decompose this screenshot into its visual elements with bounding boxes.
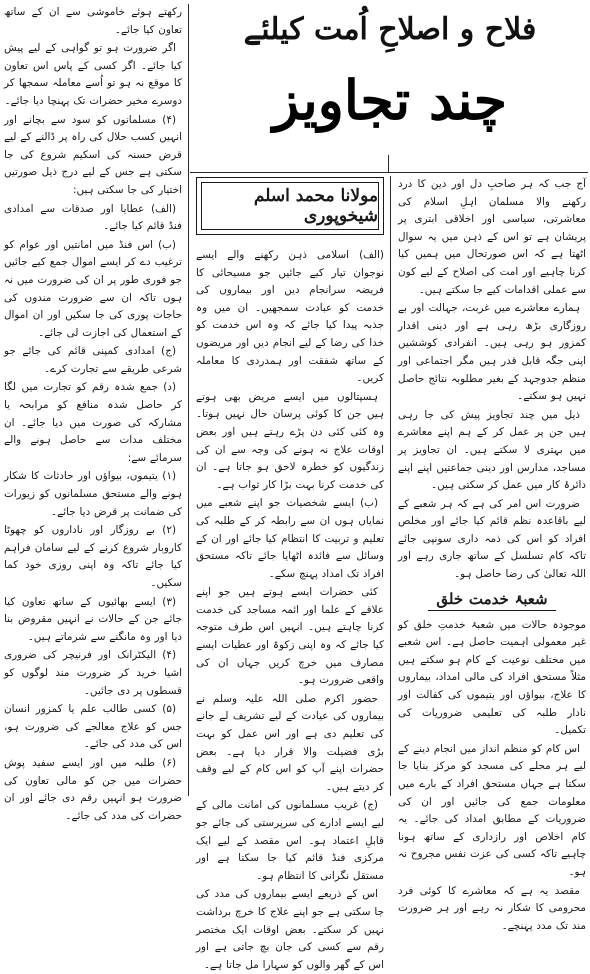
paragraph: (۱) یتیموں، بیواؤں اور حادثات کا شکار ہونے والے مستحق مسلمانوں کو زیورات کی ضمانت پر قرض دیا جائے۔ [4,470,182,518]
horizontal-divider [190,172,588,173]
text-column-right [398,176,586,932]
paragraph: (۴) الیکٹرانک اور فرنیچر کی ضروری اشیا خرید کر ضرورت مند لوگوں کو قسطوں پر دی جائیں۔ [4,649,182,697]
section-subheading: شعبۂ خدمت خلق [428,588,556,611]
headline-kicker: فلاح و اصلاحِ اُمت کیلئے [243,12,537,47]
paragraph: (۴) مسلمانوں کو سود سے بچانے اور انہیں کسب حلال کی راہ پر ڈالنے کے لیے قرض حسنہ کی اسکیم شروع کی جا سکتی ہے جس کے لیے درج ذیل صورتیں اختیار کی جا سکتی ہیں: [4,113,182,196]
column-divider [188,4,189,796]
paragraph: (۲) بے روزگار اور ناداروں کو چھوٹا کاروبار شروع کرنے کے لیے سامان فراہم کیا جائے تاکہ وہ اپنی روزی خود کما سکیں۔ [4,524,182,589]
paragraph: ہسپتالوں میں ایسے مریض بھی ہوتے ہیں جن کا کوئی پرسان حال نہیں ہوتا۔ وہ کئی کئی دن پڑے رہتے ہیں اور بعض اوقات علاج نہ ہونے کی وجہ سے ان کی زندگیوں کو خطرہ لاحق ہو جاتا ہے۔ ان کی خدمت کرنا بہت بڑا کار ثواب ہے۔ [196,390,384,491]
paragraph: اگر ضرورت ہو تو گواہی کے لیے پیش کیا جائے۔ اگر کسی کے پاس اس تعاون کا موقع نہ ہو تو اُسے معاملہ سمجھا کر دوسرے مخیر حضرات تک پہنچا دیا جائے۔ [4,42,182,107]
paragraph: آج جب کہ ہر صاحبِ دل اور دین کا درد رکھنے والا مسلمان اہلِ اسلام کی معاشرتی، سیاسی اور اخلاقی ابتری پر پریشان ہے تو اس کے ذہن میں یہ سوال اٹھتا ہے کہ اس صورتحال میں ہمیں کیا کرنا چاہیے اور امت کی اصلاح کے لیے کون سے عملی اقدامات کیے جا سکتے ہیں۔ [398,178,586,296]
paragraph: اس کام کو منظم انداز میں انجام دینے کے لیے ہر محلے کی مسجد کو مرکز بنایا جا سکتا ہے جہاں مستحق افراد کے بارے میں معلومات جمع کی جائیں اور ان کی ضروریات کے مطابق امداد کی جائے۔ یہ کام اخلاص اور رازداری کے ساتھ ہونا چاہیے تاکہ کسی کی عزت نفس مجروح نہ ہو۔ [398,742,586,878]
byline-box [196,177,384,235]
headline-block [196,6,584,166]
paragraph: (الف) عطایا اور صدقات سے امدادی فنڈ قائم کیا جائے۔ [4,202,182,233]
paragraph: ذیل میں چند تجاویز پیش کی جا رہی ہیں جن پر عمل کر کے ہم اپنے معاشرے میں بہتری لا سکتے ہیں۔ ان تجاویز پر مساجد، مدارس اور دینی جماعتیں اپنے اپنے دائرۂ کار میں عمل کر سکتی ہیں۔ [398,408,586,492]
column-divider [390,176,391,796]
column-divider [388,155,389,173]
paragraph: ضرورت اس امر کی ہے کہ ہر شعبے کے لیے باقاعدہ نظم قائم کیا جائے اور مخلص افراد کو اس کی ذمہ داری سونپی جائے تاکہ کام تسلسل کے ساتھ جاری رہے اور اللہ تعالیٰ کی رضا حاصل ہو۔ [398,497,586,581]
paragraph: موجودہ حالات میں شعبۂ خدمتِ خلق کو غیر معمولی اہمیت حاصل ہے۔ اس شعبے میں مختلف نوعیت کے کام ہو سکتے ہیں مثلاً مستحق افراد کی مالی امداد، بیماروں کا علاج، بیواؤں اور یتیموں کی کفالت اور نادار طلبہ کی تعلیمی ضروریات کی تکمیل۔ [398,618,586,737]
headline-title: چند تجاویز [272,68,508,132]
paragraph: (الف) اسلامی ذہن رکھنے والے ایسے نوجوان تیار کیے جائیں جو مسیحائی کا فریضہ سرانجام دیں اور بیماروں کی خدمت کو عبادت سمجھیں۔ ان میں وہ جذبہ پیدا کیا جائے کہ وہ اس خدمت کو خدا کی رضا کے لیے انجام دیں اور مریضوں کے ساتھ شفقت اور ہمدردی کا معاملہ کریں۔ [196,249,384,385]
paragraph: کئی حضرات ایسے ہوتے ہیں جو اپنے علاقے کے علما اور ائمہ مساجد کی خدمت کرنا چاہتے ہیں۔ انہیں اس طرف متوجہ کیا جائے کہ وہ اپنی زکوۃ اور عطیات ایسے مصارف میں خرچ کریں جہاں ان کی واقعی ضرورت ہو۔ [196,586,384,687]
paragraph: ہمارے معاشرے میں غربت، جہالت اور بے روزگاری بڑھ رہی ہے اور دینی اقدار کمزور ہو رہی ہیں۔ انفرادی کوششیں اپنی جگہ قابل قدر ہیں مگر اجتماعی اور منظم جدوجہد کے بغیر مطلوبہ نتائج حاصل نہیں ہو سکتے۔ [398,302,586,403]
paragraph: (ب) اس فنڈ میں امانتیں اور عوام کو ترغیب دے کر ایسے اموال جمع کیے جائیں جو فوری طور پر ان کی ضرورت میں نہ ہوں تاکہ ان سے ضرورت مندوں کی حاجات پوری کی جا سکیں اور ان اموال کے استعمال کی اجازت لی جائے۔ [4,238,182,339]
paragraph: (ج) غریب مسلمانوں کی امانت مالی کے لیے ایسے ادارے کی سرپرستی کی جائے جو قابلِ اعتماد ہو۔ اس مقصد کے لیے ایک مرکزی فنڈ قائم کیا جا سکتا ہے اور مستقل نگرانی کا انتظام ہو۔ [196,799,384,882]
author-byline: مولانا محمد اسلم شیخوپوری [201,182,379,230]
paragraph: رکھتے ہوئے خاموشی سے ان کے ساتھ تعاون کیا جائے۔ [4,6,182,36]
text-column-middle [196,247,384,971]
paragraph: (۳) ایسے بھائیوں کے ساتھ تعاون کیا جائے جن کے حالات نے انہیں مقروض بنا دیا اور وہ مانگنے سے شرماتے ہیں۔ [4,595,182,643]
paragraph: (۶) طلبہ میں اور ایسے سفید پوش حضرات میں جن کو مالی تعاون کی ضرورت ہو انہیں رقم دی جائے اور ان حضرات کی مدد کی جائے۔ [4,756,182,822]
paragraph: اس کے ذریعے ایسے بیماروں کی مدد کی جا سکتی ہے جو اپنے علاج کا خرچ برداشت نہیں کر سکتے۔ بعض اوقات ایک مختصر رقم سے کسی کی جان بچ جاتی ہے اور اس کے گھر والوں کو سہارا مل جاتا ہے۔ [196,888,384,971]
paragraph: مقصد یہ ہے کہ معاشرے کا کوئی فرد محرومی کا شکار نہ رہے اور ہر ضرورت مند تک مدد پہنچے۔ [398,884,586,932]
paragraph: (ج) امدادی کمپنی قائم کی جائے جو شرعی طریقے سے تجارت کرے۔ [4,345,182,375]
paragraph: (ب) ایسے شخصیات جو اپنے شعبے میں نمایاں ہوں ان سے رابطہ کر کے طلبہ کی تعلیم و تربیت کا انتظام کیا جائے اور ان کے وسائل سے فائدہ اٹھایا جائے تاکہ مستحق افراد تک امداد پہنچ سکے۔ [196,497,384,580]
paragraph: (۵) کسی طالب علم یا کمزور انسان جس کو علاج معالجے کی ضرورت ہو، اس کی مدد کی جائے۔ [4,703,182,751]
text-column-left [4,4,182,822]
paragraph: (د) جمع شدہ رقم کو تجارت میں لگا کر حاصل شدہ منافع کو مرابحہ یا مشارکہ کی صورت میں دیا جائے۔ ان مختلف مدات سے حاصل ہونے والے سرمائے سے: [4,381,182,464]
paragraph: حضور اکرم صلی اللہ علیہ وسلم نے بیماروں کی عیادت کے لیے تشریف لے جانے کی تعلیم دی ہے اور اس عمل کو بہت بڑی فضیلت والا قرار دیا ہے۔ بعض حضرات اپنے آپ کو اس کام کے لیے وقف کر دیتے ہیں۔ [196,692,384,793]
